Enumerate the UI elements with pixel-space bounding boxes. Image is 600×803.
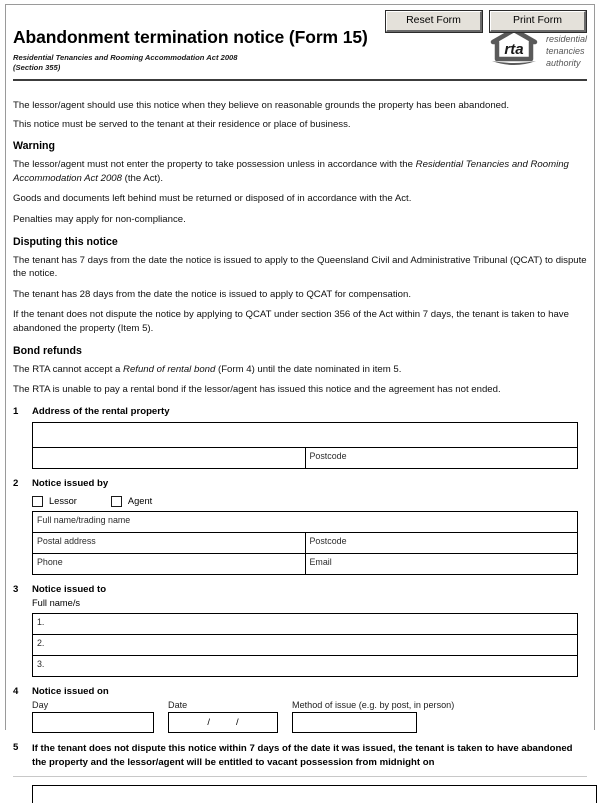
- bond-p1-form-title: Refund of rental bond: [123, 363, 216, 375]
- warning-paragraph-3: Penalties may apply for non-compliance.: [13, 214, 186, 226]
- tenant-row-number-2: 2.: [37, 638, 45, 649]
- table-row: [33, 511, 578, 532]
- issued-to-table: [32, 613, 578, 677]
- page-title: Abandonment termination notice (Form 15): [13, 27, 368, 47]
- date-input[interactable]: [168, 712, 278, 733]
- intro-line-2: This notice must be served to the tenant at their residence or place of business.: [13, 118, 351, 130]
- section-5-text: If the tenant does not dispute this notice within 7 days of the date it was issued, the tenant is taken to have abandoned the property and the lessor/agent will be entitled to vacant possession from midnight on: [32, 742, 573, 768]
- email-label: Email: [309, 556, 332, 567]
- rta-house-icon: [488, 28, 540, 68]
- section-2-issued-by: [13, 478, 587, 574]
- bond-refunds-heading: Bond refunds: [13, 344, 82, 357]
- section-2-number: 2: [13, 478, 19, 490]
- tenant-name-input-2[interactable]: [33, 635, 578, 656]
- table-row: [33, 532, 578, 553]
- warning-p1-act-title: Residential Tenancies and Rooming Accommodation Act 2008: [13, 159, 569, 184]
- postal-address-label: Postal address: [37, 535, 96, 546]
- date-separator-2: /: [236, 716, 239, 728]
- full-name-trading-name-input[interactable]: [33, 511, 578, 532]
- address-table: [32, 422, 578, 469]
- warning-p1-before: The lessor/agent must not enter the property to take possession unless in accordance with the: [13, 159, 416, 171]
- rta-logo-words: [546, 28, 587, 69]
- address-line-input[interactable]: [33, 423, 578, 448]
- tenant-name-input-1[interactable]: [33, 614, 578, 635]
- table-row: [33, 553, 578, 574]
- logo-word-residential: residential: [545, 34, 587, 44]
- postal-postcode-input[interactable]: [305, 532, 578, 553]
- print-form-button[interactable]: Print Form: [490, 11, 586, 32]
- table-row: [33, 614, 578, 635]
- warning-heading: Warning: [13, 140, 55, 153]
- section-4-label: Notice issued on: [32, 686, 109, 698]
- lessor-checkbox[interactable]: [32, 496, 43, 507]
- section-5-date-input[interactable]: [32, 785, 597, 803]
- section-4-number: 4: [13, 686, 19, 698]
- act-reference: Residential Tenancies and Rooming Accommodation Act 2008: [13, 53, 238, 63]
- day-input[interactable]: [32, 712, 154, 733]
- form-toolbar: [386, 11, 586, 32]
- table-row: [33, 423, 578, 448]
- logo-word-authority: authority: [545, 58, 581, 69]
- document-body: [13, 88, 587, 397]
- logo-word-tenancies: tenancies: [545, 46, 585, 57]
- disputing-paragraph-2: The tenant has 28 days from the date the notice is issued to apply to QCAT for compensation.: [13, 288, 412, 300]
- bond-p1-before: The RTA cannot accept a: [13, 363, 124, 375]
- warning-paragraph-1: [13, 158, 587, 185]
- disputing-heading: Disputing this notice: [13, 235, 118, 248]
- lessor-checkbox-label: Lessor: [49, 496, 77, 507]
- date-field-group: [168, 700, 278, 733]
- day-label: Day: [32, 699, 49, 710]
- table-row: [33, 448, 578, 469]
- agent-checkbox[interactable]: [111, 496, 122, 507]
- section-3-number: 3: [13, 583, 19, 595]
- section-1-address: [13, 406, 587, 469]
- disputing-paragraph-3: If the tenant does not dispute the notice by applying to QCAT under section 356 of the Act within 7 days, the tenant is taken to have abandoned the property (Item 5).: [13, 309, 569, 335]
- postal-address-input[interactable]: [33, 532, 306, 553]
- rta-logo-text: rta: [504, 41, 524, 58]
- date-separator-1: /: [207, 716, 210, 728]
- section-2-label: Notice issued by: [32, 478, 109, 490]
- tenant-name-input-3[interactable]: [33, 656, 578, 677]
- email-input[interactable]: [305, 553, 578, 574]
- day-field-group: [32, 700, 154, 733]
- method-field-group: [292, 700, 454, 733]
- section-4-issued-on: [13, 686, 587, 732]
- rta-logo: [488, 28, 587, 69]
- section-reference: (Section 355): [13, 63, 61, 73]
- section-5-vacant-possession: [13, 742, 587, 803]
- table-row: [33, 656, 578, 677]
- address-suburb-input[interactable]: [33, 448, 306, 469]
- table-row: [33, 635, 578, 656]
- issued-by-checkbox-group: [32, 496, 587, 507]
- section-1-header: [13, 406, 587, 418]
- full-name-trading-name-label: Full name/trading name: [37, 514, 131, 525]
- reset-form-button[interactable]: Reset Form: [386, 11, 482, 32]
- section-3-sublabel: Full name/s: [32, 598, 81, 609]
- date-label: Date: [168, 699, 188, 710]
- section-5-divider: [13, 776, 587, 777]
- section-2-header: [13, 478, 587, 490]
- bond-p1-after: (Form 4) until the date nominated in item 5.: [215, 363, 402, 375]
- warning-p1-after: (the Act).: [121, 172, 164, 184]
- address-postcode-label: Postcode: [309, 451, 347, 462]
- intro-line-1: The lessor/agent should use this notice when they believe on reasonable grounds the property has been abandoned.: [13, 100, 510, 111]
- section-1-label: Address of the rental property: [32, 405, 170, 417]
- section-4-header: [13, 686, 587, 698]
- postal-postcode-label: Postcode: [309, 535, 347, 546]
- section-1-number: 1: [13, 405, 19, 417]
- section-3-label: Notice issued to: [32, 583, 107, 595]
- section-5-number: 5: [13, 741, 19, 753]
- agent-checkbox-label: Agent: [127, 496, 153, 507]
- address-postcode-cell[interactable]: [305, 448, 578, 469]
- disputing-paragraph-1: The tenant has 7 days from the date the notice is issued to apply to the Queensland Civil and Administrative Tribunal (QCAT) to dispute the notice.: [13, 254, 587, 280]
- issued-by-table: [32, 511, 578, 575]
- bond-paragraph-2: The RTA is unable to pay a rental bond if the lessor/agent has issued this notice and the agreement has not ended.: [13, 384, 501, 396]
- header-divider: [13, 79, 587, 81]
- method-of-issue-input[interactable]: [292, 712, 417, 733]
- tenant-row-number-3: 3.: [37, 659, 45, 670]
- issued-on-fields: [32, 700, 587, 733]
- phone-label: Phone: [37, 556, 63, 567]
- section-3-issued-to: [13, 584, 587, 678]
- section-3-header: [13, 584, 587, 596]
- warning-paragraph-2: Goods and documents left behind must be returned or disposed of in accordance with the Act.: [13, 193, 412, 205]
- section-5-header: [13, 742, 587, 770]
- tenant-row-number-1: 1.: [37, 617, 45, 628]
- bond-paragraph-1: [13, 363, 587, 377]
- method-of-issue-label: Method of issue (e.g. by post, in person): [292, 699, 455, 710]
- phone-input[interactable]: [33, 553, 306, 574]
